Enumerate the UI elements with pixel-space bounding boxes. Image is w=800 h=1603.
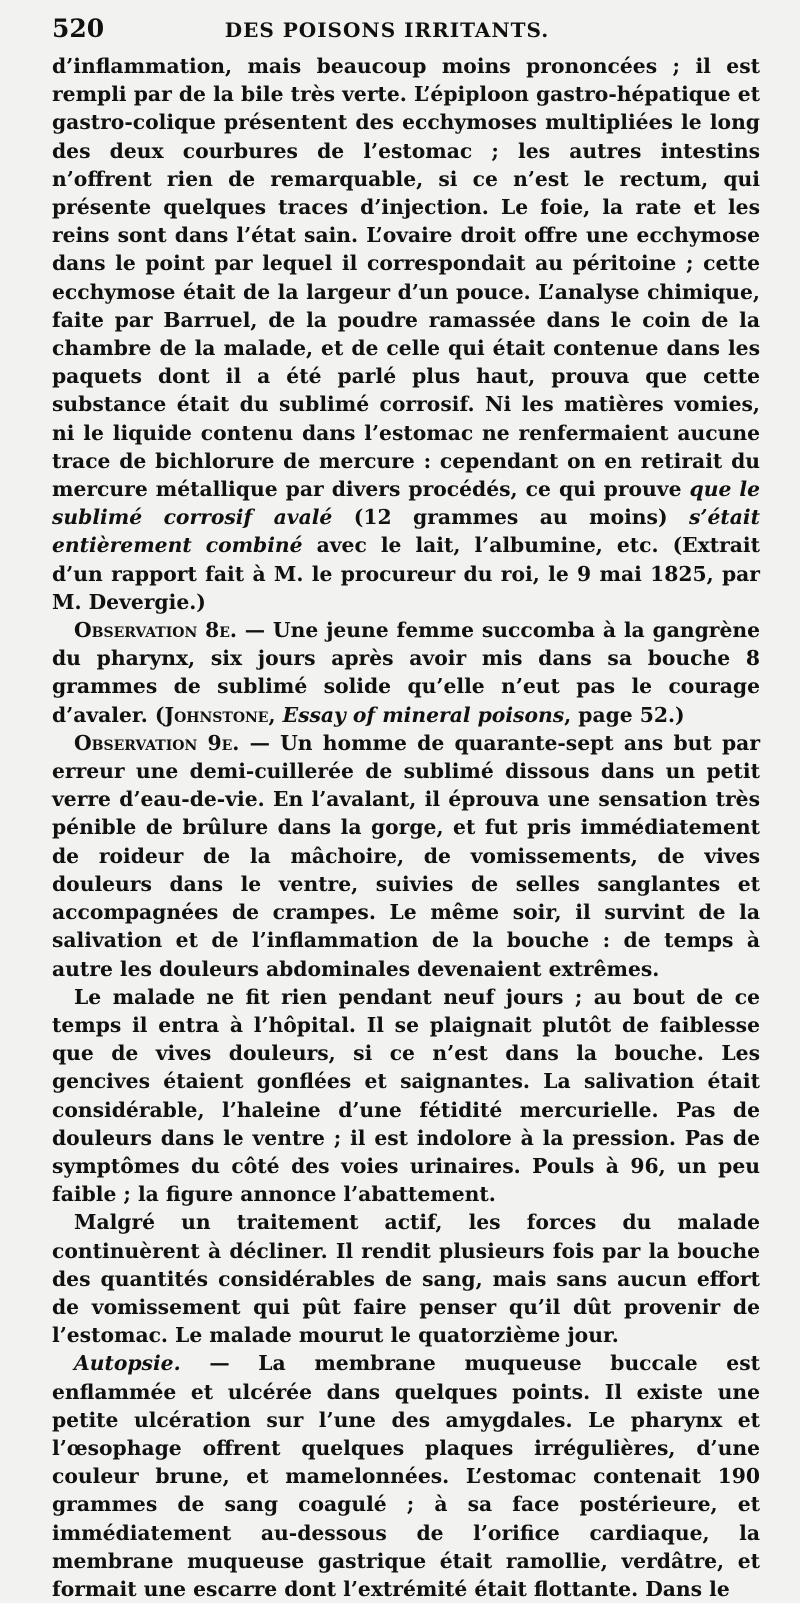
page-number: 520: [52, 14, 105, 43]
paragraph-hospital: Le malade ne fit rien pendant neuf jours ; au bout de ce temps il entra à l’hôpital. Il se plaignait plutôt de faiblesse que de vives douleurs, si ce n’est dans la bouche. Les gencives étaient gonflées et saignantes. La salivation était considérable, l’haleine d’une fétidité mercurielle. Pas de douleurs dans le ventre ; il est indolore à la pression. Pas de symptômes du côté des voies urinaires. Pouls à 96, un peu faible ; la figure annonce l’abattement.: [52, 984, 760, 1207]
running-title: DES POISONS IRRITANTS.: [224, 18, 550, 42]
paragraph-autopsy-report: d’inflammation, mais beaucoup moins prononcées ; il est rempli par de la bile très verte. L’épiploon gastro-hépatique et gastro-colique présentent des ecchymoses multipliées le long des deux courbures de l’estomac ; les autres intestins n’offrent rien de remarquable, si ce n’est le rectum, qui présente quelques traces d’injection. Le foie, la rate et les reins sont dans l’état sain. L’ovaire droit offre une ecchymose dans le point par lequel il correspondait au péritoine ; cette ecchymose était de la largeur d’un pouce. L’analyse chimique, faite par Barruel, de la poudre ramassée dans le coin de la chambre de la malade, et de celle qui était contenue dans les paquets dont il a été parlé plus haut, prouva que cette substance était du sublimé corrosif. Ni les matières vomies, ni le liquide contenu dans l’estomac ne renfermaient aucune trace de bichlorure de mercure : cependant on en retirait du mercure métallique par divers procédés, ce qui prouve que le sublimé corrosif avalé (12 grammes au moins) s’était entièrement combiné avec le lait, l’albumine, etc. (Extrait d’un rapport fait à M. le procureur du roi, le 9 mai 1825, par M. Devergie.): [52, 54, 761, 614]
observation-9: Observation 9e. — Un homme de quarante-sept ans but par erreur une demi-cuillerée de sublimé dissous dans un petit verre d’eau-de-vie. En l’avalant, il éprouva une sensation très pénible de brûlure dans la gorge, et fut pris immédiatement de roideur de la mâchoire, de vomissements, de vives douleurs dans le ventre, suivies de selles sanglantes et accompagnées de crampes. Le même soir, il survint de la salivation et de l’inflammation de la bouche : de temps à autre les douleurs abdominales devenaient extrêmes.: [52, 730, 761, 981]
body-text: [52, 52, 760, 1603]
author-name: Johnstone: [164, 702, 269, 727]
observation-label: Observation 9e.: [74, 730, 240, 755]
paragraph-autopsie: Autopsie. — La membrane muqueuse buccale est enflammée et ulcérée dans quelques points. Il existe une petite ulcération sur l’une des amygdales. Le pharynx et l’œsophage offrent quelques plaques irrégulières, d’une couleur brune, et mamelonnées. L’estomac contenait 190 grammes de sang coagulé ; à sa face postérieure, et immédiatement au-dessous de l’orifice cardiaque, la membrane muqueuse gastrique était ramollie, verdâtre, et formait une escarre dont l’extrémité était flottante. Dans le: [52, 1351, 760, 1601]
book-title: Essay of mineral poisons: [282, 702, 565, 727]
paragraph-decline: Malgré un traitement actif, les forces du malade continuèrent à décliner. Il rendit plusieurs fois par la bouche des quantités considérables de sang, mais sans aucun effort de vomissement qui pût faire penser qu’il dût provenir de l’estomac. Le malade mourut le quatorzième jour.: [52, 1210, 760, 1348]
autopsie-label: Autopsie.: [74, 1351, 181, 1376]
observation-label: Observation 8e.: [74, 618, 237, 643]
italic-phrase: s’était entièrement combiné: [52, 505, 760, 558]
observation-8: Observation 8e. — Une jeune femme succomba à la gangrène du pharynx, six jours après avoir mis dans sa bouche 8 grammes de sublimé solide qu’elle n’eut pas le courage d’avaler. (Johnstone, Essay of mineral poisons, page 52.): [52, 618, 760, 727]
italic-phrase: que le sublimé corrosif avalé: [52, 477, 760, 530]
page-header: [52, 14, 760, 52]
